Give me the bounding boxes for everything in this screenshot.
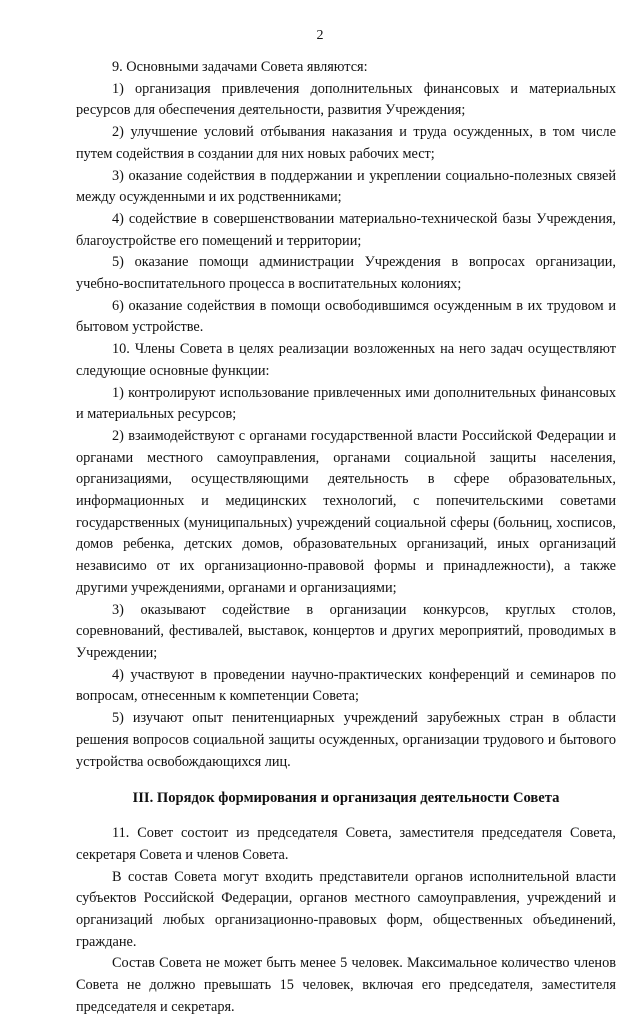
document-body: [76, 57, 616, 1019]
task-item-1: 1) организация привлечения дополнительных финансовых и материальных ресурсов для обеспечения деятельности, развития Учреждения;: [76, 80, 616, 119]
tasks-intro: 9. Основными задачами Совета являются:: [112, 59, 368, 75]
page-number: 2: [316, 28, 324, 43]
paragraph-council-composition: В состав Совета могут входить представители органов исполнительной власти субъектов Российской Федерации, органов местного самоуправления, учреждений и организаций любых организационно-правовых форм, общественных объединений, граждане.: [76, 868, 616, 950]
task-item-4: 4) содействие в совершенствовании материально-технической базы Учреждения, благоустройстве его помещений и территории;: [76, 210, 616, 249]
function-item-1: 1) контролируют использование привлеченных ими дополнительных финансовых и материальных ресурсов;: [76, 384, 616, 423]
function-item-2: 2) взаимодействуют с органами государственной власти Российской Федерации и органами местного самоуправления, органами социальной защиты населения, организациями, осуществляющими деятельность в сфере образовательных, информационных и медицинских технологий, с попечительскими советами государственных (муниципальных) учреждений социальной сферы (больниц, хосписов, домов ребенка, детских домов, образовательных организаций, иных организаций независимо от их организационно-правовой формы и принадлежности), а также другими учреждениями, органами и организациями;: [76, 427, 616, 596]
task-item-5: 5) оказание помощи администрации Учреждения в вопросах организации, учебно-воспитательного процесса в воспитательных колониях;: [76, 254, 616, 293]
function-item-5: 5) изучают опыт пенитенциарных учреждений зарубежных стран в области решения вопросов социальной защиты осужденных, организации трудового и бытового устройства освобождающихся лиц.: [76, 710, 616, 770]
paragraph-council-size: Состав Совета не может быть менее 5 человек. Максимальное количество членов Совета не должно превышать 15 человек, включая его председателя, заместителя председателя и секретаря.: [76, 955, 616, 1015]
task-item-3: 3) оказание содействия в поддержании и укреплении социально-полезных связей между осужденными и их родственниками;: [76, 167, 616, 206]
task-item-6: 6) оказание содействия в помощи освободившимся осужденным в их трудовом и бытовом устройстве.: [76, 297, 616, 336]
functions-intro: 10. Члены Совета в целях реализации возложенных на него задач осуществляют следующие основные функции:: [76, 341, 616, 379]
function-item-3: 3) оказывают содействие в организации конкурсов, круглых столов, соревнований, фестивалей, выставок, концертов и других мероприятий, проводимых в Учреждении;: [76, 601, 616, 661]
task-item-2: 2) улучшение условий отбывания наказания и труда осужденных, в том числе путем содействия в создании для них новых рабочих мест;: [76, 124, 616, 162]
paragraph-11: 11. Совет состоит из председателя Совета, заместителя председателя Совета, секретаря Совета и членов Совета.: [76, 825, 616, 863]
function-item-4: 4) участвуют в проведении научно-практических конференций и семинаров по вопросам, отнесенным к компетенции Совета;: [76, 666, 616, 705]
section-heading: III. Порядок формирования и организация деятельности Совета: [132, 790, 560, 807]
